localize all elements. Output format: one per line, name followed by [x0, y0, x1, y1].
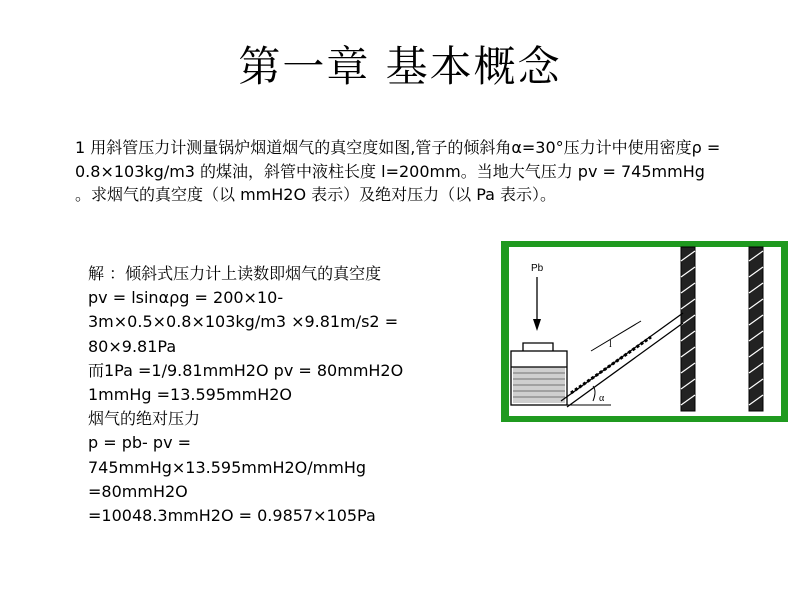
pressure-label: Pb	[531, 263, 544, 274]
solution-line: 80×9.81Pa	[88, 336, 177, 356]
solution-line: 745mmHg×13.595mmH2O/mmHg	[88, 457, 367, 477]
angle-label: α	[599, 393, 605, 404]
slide-title: 第一章 基本概念	[238, 42, 562, 91]
solution-line: 而1Pa =1/9.81mmH2O pv = 80mmH2O	[88, 360, 404, 380]
reservoir	[511, 343, 567, 405]
problem-statement: 1 用斜管压力计测量锅炉烟道烟气的真空度如图,管子的倾斜角α=30°压力计中使用密度ρ = 0.8×103kg/m3 的煤油，斜管中液柱长度 l=200mm。当地大气压力 pv = 745mmHg 。求烟气的真空度（以 mmH2O 表示）及绝对压力（以 Pa 表示）。	[75, 138, 721, 204]
manometer-diagram	[501, 241, 788, 422]
solution-line: pv = lsinαρg = 200×10-	[88, 288, 284, 308]
solution-line: p = pb- pv =	[88, 433, 192, 453]
solution-line: 烟气的绝对压力	[88, 409, 201, 429]
solution-line: =10048.3mmH2O = 0.9857×105Pa	[88, 506, 376, 526]
solution-line: 解 ：倾斜式压力计上读数即烟气的真空度	[88, 264, 382, 283]
solution-line: 3m×0.5×0.8×103kg/m3 ×9.81m/s2 =	[88, 312, 399, 332]
length-label: l	[609, 339, 612, 350]
solution-block	[88, 262, 468, 528]
solution-line: 1mmHg =13.595mmH2O	[88, 385, 292, 405]
solution-line: =80mmH2O	[88, 481, 188, 501]
